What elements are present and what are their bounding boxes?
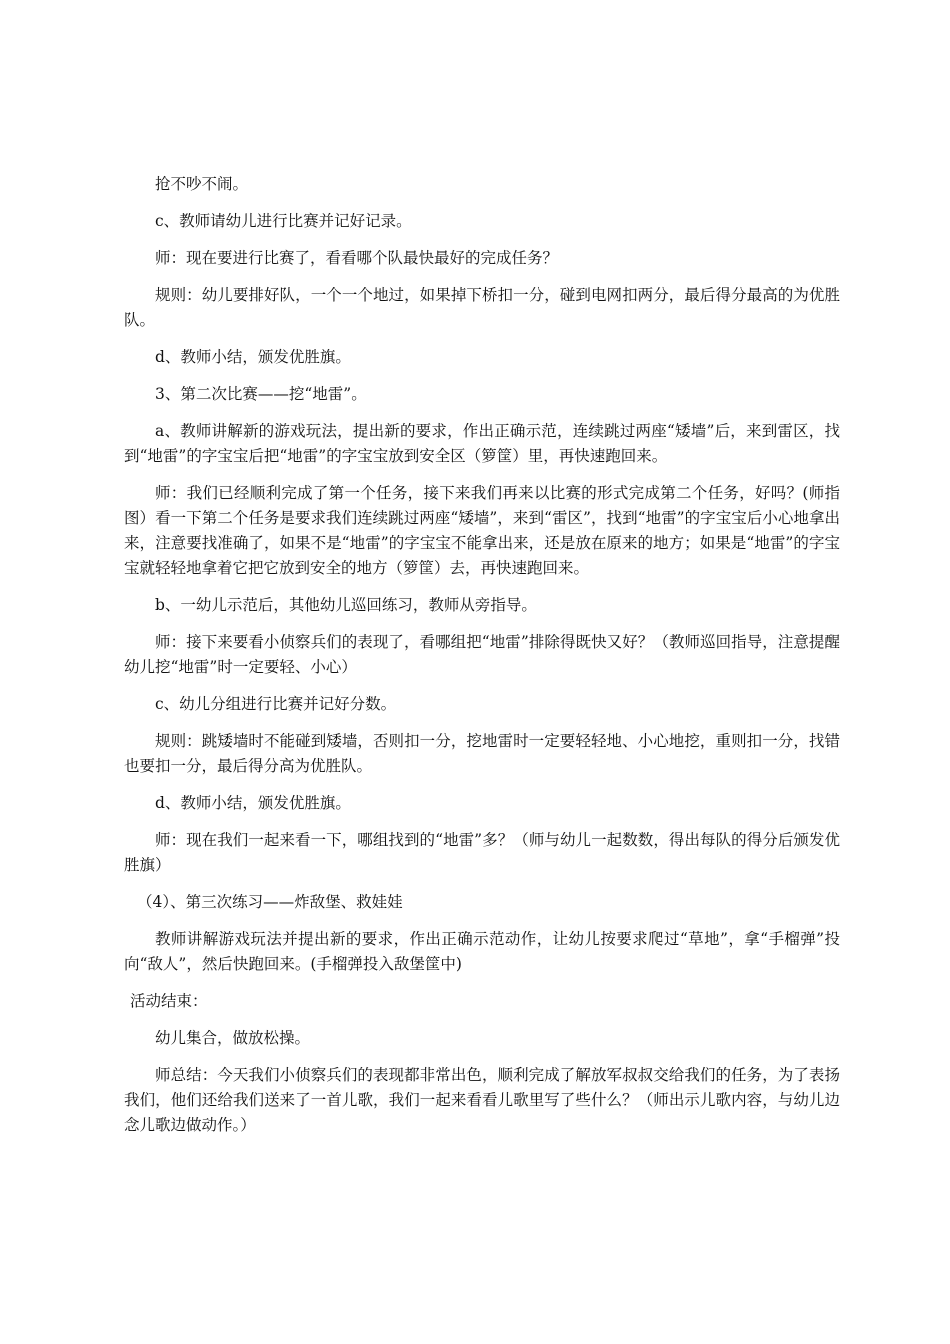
paragraph-17: 活动结束： [130,992,208,1010]
paragraph-13: d、教师小结，颁发优胜旗。 [155,794,351,812]
paragraph-2: c、教师请幼儿进行比赛并记好记录。 [155,212,412,230]
paragraph-3: 师：现在要进行比赛了，看看哪个队最快最好的完成任务？ [155,249,559,267]
paragraph-6: 3、第二次比赛——挖“地雷”。 [155,385,367,403]
paragraph-16: 教师讲解游戏玩法并提出新的要求，作出正确示范动作，让幼儿按要求爬过“草地”，拿“手榴弹”投向“敌人”，然后快跑回来。(手榴弹投入敌堡筐中) [124,930,840,973]
paragraph-7: a、教师讲解新的游戏玩法，提出新的要求，作出正确示范，连续跳过两座“矮墙”后，来到雷区，找到“地雷”的字宝宝后把“地雷”的字宝宝放到安全区（箩筐）里，再快速跑回来。 [124,422,840,465]
paragraph-15: （4）、第三次练习——炸敌堡、救娃娃 [137,893,403,911]
paragraph-12: 规则：跳矮墙时不能碰到矮墙，否则扣一分，挖地雷时一定要轻轻地、小心地挖，重则扣一分，找错也要扣一分，最后得分高为优胜队。 [124,732,840,775]
paragraph-11: c、幼儿分组进行比赛并记好分数。 [155,695,397,713]
paragraph-14: 师：现在我们一起来看一下，哪组找到的“地雷”多？（师与幼儿一起数数，得出每队的得分后颁发优胜旗） [124,831,840,874]
paragraph-4: 规则：幼儿要排好队，一个一个地过，如果掉下桥扣一分，碰到电网扣两分，最后得分最高的为优胜队。 [124,286,840,329]
document-body [124,172,840,1150]
paragraph-5: d、教师小结，颁发优胜旗。 [155,348,351,366]
paragraph-10: 师：接下来要看小侦察兵们的表现了，看哪组把“地雷”排除得既快又好？（教师巡回指导，注意提醒幼儿挖“地雷”时一定要轻、小心） [124,633,840,676]
paragraph-1: 抢不吵不闹。 [155,175,249,193]
paragraph-9: b、一幼儿示范后，其他幼儿巡回练习，教师从旁指导。 [155,596,537,614]
paragraph-8: 师：我们已经顺利完成了第一个任务，接下来我们再来以比赛的形式完成第二个任务，好吗？(师指图）看一下第二个任务是要求我们连续跳过两座“矮墙”，来到“雷区”，找到“地雷”的字宝宝后小心地拿出来，注意要找准确了，如果不是“地雷”的字宝宝不能拿出来，还是放在原来的地方；如果是“地雷”的字宝宝就轻轻地拿着它把它放到安全的地方（箩筐）去，再快速跑回来。 [124,484,840,577]
paragraph-18: 幼儿集合，做放松操。 [155,1029,311,1047]
paragraph-19: 师总结：今天我们小侦察兵们的表现都非常出色，顺利完成了解放军叔叔交给我们的任务，为了表扬我们，他们还给我们送来了一首儿歌，我们一起来看看儿歌里写了些什么？（师出示儿歌内容，与幼儿边念儿歌边做动作。） [124,1066,840,1134]
